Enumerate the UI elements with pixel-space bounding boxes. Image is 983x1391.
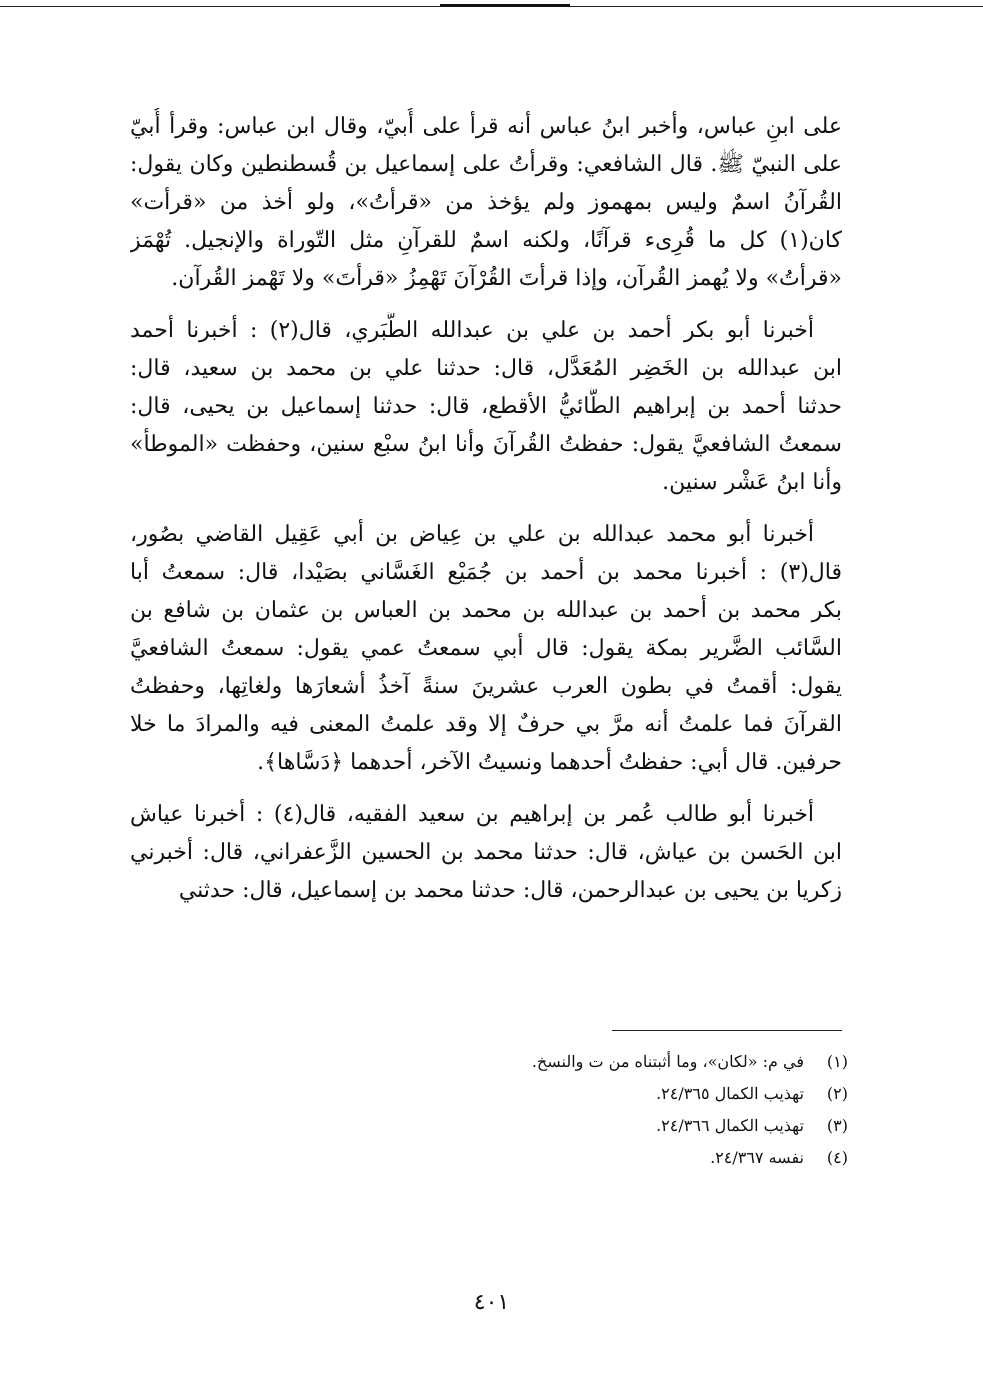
footnote-text: في م: «لكان»، وما أثبتناه من ت والنسخ. xyxy=(531,1052,804,1071)
paragraph-line: يقول: أقمتُ في بطون العرب عشرينَ سنةً آخذُ أشعارَها ولغاتِها، وحفظتُ xyxy=(130,674,842,699)
footnotes-section xyxy=(300,1046,848,1174)
paragraph-line: «قرأتُ» ولا يُهمز القُرآن، وإذا قرأتَ القُرْآنَ تَهْمِزُ «قرأتَ» ولا تَهْمز القُرآن. xyxy=(171,266,842,291)
footnote-number: (١) xyxy=(826,1052,848,1071)
paragraph xyxy=(130,516,842,782)
paragraph-line: قال(٣) : أخبرنا محمد بن أحمد بن جُمَيْع الغَسَّاني بصَيْدا، قال: سمعتُ أبا xyxy=(130,560,842,585)
footnote-number: (٣) xyxy=(826,1116,848,1135)
footnote xyxy=(300,1078,848,1110)
paragraph-line: أخبرنا أبو بكر أحمد بن علي بن عبدالله الطَّبَري، قال(٢) : أخبرنا أحمد xyxy=(130,318,814,343)
top-rule-accent xyxy=(440,4,570,7)
paragraph-line: أخبرنا أبو محمد عبدالله بن علي بن عِياض بن أبي عَقِيل القاضي بصُور، xyxy=(130,522,814,547)
paragraph-line: حرفين. قال أبي: حفظتُ أحدهما ونسيتُ الآخر، أحدهما ﴿دَسَّاها﴾. xyxy=(257,750,842,775)
footnote-text: نفسه ٢٤/٣٦٧. xyxy=(710,1148,804,1167)
footnote xyxy=(300,1110,848,1142)
page-body xyxy=(130,108,842,924)
paragraph-line: حدثنا أحمد بن إبراهيم الطَّائيُّ الأقطع، قال: حدثنا إسماعيل بن يحيى، قال: xyxy=(130,394,842,419)
footnote xyxy=(300,1142,848,1174)
paragraph-line: كان(١) كل ما قُرِىء قرآنًا، ولكنه اسمٌ للقرآنِ مثل التّوراة والإنجيل. تُهْمَز xyxy=(130,228,842,253)
paragraph-line: على ابنِ عباس، وأخبر ابنُ عباس أنه قرأ على أُبيّ، وقال ابن عباس: وقرأ أُبيّ xyxy=(130,114,842,139)
paragraph-line: سمعتُ الشافعيَّ يقول: حفظتُ القُرآنَ وأنا ابنُ سبْع سنين، وحفظت «الموطأ» xyxy=(130,432,842,457)
paragraph xyxy=(130,108,842,298)
footnote-separator xyxy=(612,1030,842,1031)
paragraph-line: بكر محمد بن أحمد بن عبدالله بن محمد بن العباس بن عثمان بن شافع بن xyxy=(130,598,842,623)
footnote-number: (٢) xyxy=(826,1084,848,1103)
paragraph-line: القرآنَ فما علمتُ أنه مرَّ بي حرفٌ إلا وقد علمتُ المعنى فيه والمرادَ ما خلا xyxy=(130,712,842,737)
paragraph-line: ابن الحَسن بن عياش، قال: حدثنا محمد بن الحسين الزَّعفراني، قال: أخبرني xyxy=(130,840,842,865)
paragraph-line: أخبرنا أبو طالب عُمر بن إبراهيم بن سعيد الفقيه، قال(٤) : أخبرنا عياش xyxy=(130,802,814,827)
paragraph-line: ابن عبدالله بن الخَضِر المُعَدَّل، قال: حدثنا علي بن محمد بن سعيد، قال: xyxy=(130,356,842,381)
paragraph-line: السَّائب الضَّرير بمكة يقول: قال أبي سمعتُ عمي يقول: سمعتُ الشافعيَّ xyxy=(130,636,842,661)
paragraph xyxy=(130,312,842,502)
footnote-text: تهذيب الكمال ٢٤/٣٦٥. xyxy=(656,1084,804,1103)
footnote-text: تهذيب الكمال ٢٤/٣٦٦. xyxy=(656,1116,804,1135)
paragraph xyxy=(130,796,842,910)
paragraph-line: على النبيّ ﷺ. قال الشافعي: وقرأتُ على إسماعيل بن قُسطنطين وكان يقول: xyxy=(130,152,842,177)
paragraph-line: وأنا ابنُ عَشْر سنين. xyxy=(662,470,842,495)
paragraph-line: زكريا بن يحيى بن عبدالرحمن، قال: حدثنا محمد بن إسماعيل، قال: حدثني xyxy=(178,878,842,903)
paragraph-line: القُرآنُ اسمٌ وليس بمهموز ولم يؤخذ من «قرأتُ»، ولو أخذ من «قرأت» xyxy=(130,190,842,215)
footnote-number: (٤) xyxy=(826,1148,848,1167)
footnote xyxy=(300,1046,848,1078)
page-number: ٤٠١ xyxy=(473,1290,510,1315)
